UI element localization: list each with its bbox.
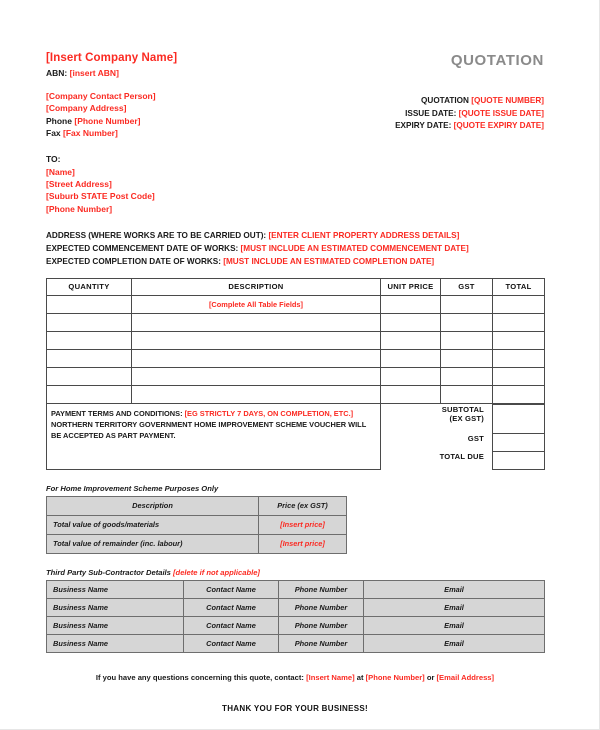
- table-row[interactable]: [47, 634, 545, 652]
- his-caption: For Home Improvement Scheme Purposes Only: [46, 483, 219, 493]
- total-due-label-cell: TOTAL DUE: [439, 452, 484, 462]
- table-row[interactable]: [47, 295, 545, 313]
- document-header: [46, 52, 544, 139]
- company-name: [Insert Company Name]: [46, 52, 178, 64]
- line-items-table: [46, 278, 545, 404]
- cell-description[interactable]: [132, 385, 381, 403]
- cell-description[interactable]: [132, 349, 381, 367]
- table-row[interactable]: [47, 515, 347, 534]
- cell-quantity[interactable]: [47, 349, 132, 367]
- recipient-phone: [Phone Number]: [46, 203, 113, 214]
- cell-unit-price[interactable]: [381, 331, 441, 349]
- works-commencement-label: EXPECTED COMMENCEMENT DATE OF WORKS:: [46, 244, 239, 254]
- his-col-price: Price (ex GST): [259, 496, 347, 515]
- cell-gst[interactable]: [441, 313, 493, 331]
- table-row[interactable]: [47, 385, 545, 403]
- sub-cell-contact[interactable]: Contact Name: [184, 616, 279, 634]
- company-fax-label: Fax: [46, 127, 61, 138]
- recipient-name: [Name]: [46, 166, 75, 177]
- sub-cell-email[interactable]: Email: [364, 634, 545, 652]
- sub-cell-business[interactable]: Business Name: [47, 598, 184, 616]
- items-table-header-row: [47, 278, 545, 295]
- issue-date-label: ISSUE DATE:: [405, 108, 457, 118]
- his-header-row: [47, 496, 347, 515]
- footer-contact-phone: [Phone Number]: [365, 672, 425, 682]
- home-improvement-scheme-table: [46, 496, 347, 554]
- his-cell-price[interactable]: [Insert price]: [259, 515, 347, 534]
- payment-terms-cell: [47, 404, 381, 469]
- sub-cell-business[interactable]: Business Name: [47, 580, 184, 598]
- gst-label-cell: GST: [467, 434, 484, 444]
- payment-terms-line3: BE ACCEPTED AS PART PAYMENT.: [51, 430, 176, 440]
- subcontractor-caption-text: Third Party Sub-Contractor Details: [46, 567, 171, 577]
- cell-unit-price[interactable]: [381, 313, 441, 331]
- total-due-value-cell[interactable]: [493, 451, 545, 469]
- company-phone-value: [Phone Number]: [74, 115, 141, 126]
- footer-thanks: THANK YOU FOR YOUR BUSINESS!: [222, 703, 368, 713]
- quotation-number-value: [QUOTE NUMBER]: [471, 96, 544, 105]
- quotation-meta-lines: [354, 95, 544, 133]
- table-row[interactable]: [47, 598, 545, 616]
- company-abn-line: [46, 68, 346, 78]
- sub-cell-contact[interactable]: Contact Name: [184, 598, 279, 616]
- company-fax-line: [46, 127, 346, 139]
- page-content: [46, 52, 544, 713]
- cell-quantity[interactable]: [47, 331, 132, 349]
- company-phone-label: Phone: [46, 115, 72, 126]
- expiry-date-label: EXPIRY DATE:: [395, 121, 452, 131]
- subtotal-sub-label: (EX GST): [449, 414, 484, 424]
- company-details-block: [46, 52, 346, 139]
- sub-cell-contact[interactable]: Contact Name: [184, 580, 279, 598]
- recipient-suburb: [Suburb STATE Post Code]: [46, 191, 155, 202]
- cell-description[interactable]: [132, 313, 381, 331]
- cell-unit-price[interactable]: [381, 367, 441, 385]
- company-fax-value: [Fax Number]: [63, 127, 118, 138]
- works-details-block: [46, 229, 544, 269]
- items-col-total: TOTAL: [493, 278, 545, 295]
- expiry-date-value: [QUOTE EXPIRY DATE]: [453, 121, 544, 131]
- abn-label: ABN:: [46, 68, 68, 78]
- table-row[interactable]: [47, 580, 545, 598]
- works-completion-value: [MUST INCLUDE AN ESTIMATED COMPLETION DATE]: [223, 257, 435, 267]
- quotation-number-line: [354, 95, 544, 108]
- recipient-block: [46, 153, 544, 215]
- cell-description[interactable]: [132, 367, 381, 385]
- sub-cell-phone[interactable]: Phone Number: [279, 616, 364, 634]
- sub-cell-contact[interactable]: Contact Name: [184, 634, 279, 652]
- company-contact-block: [46, 90, 346, 139]
- his-cell-description: Total value of remainder (inc. labour): [47, 534, 259, 553]
- abn-value: [insert ABN]: [69, 68, 119, 78]
- subcontractor-caption: [46, 568, 544, 577]
- cell-total[interactable]: [493, 367, 545, 385]
- company-contact-person: [Company Contact Person]: [46, 91, 156, 101]
- cell-quantity[interactable]: [47, 313, 132, 331]
- company-phone-line: [46, 115, 346, 127]
- recipient-to-label: TO:: [46, 154, 61, 165]
- sub-cell-phone[interactable]: Phone Number: [279, 634, 364, 652]
- company-address: [Company Address]: [46, 103, 127, 114]
- payment-terms-line1: [51, 409, 376, 420]
- table-row[interactable]: [47, 616, 545, 634]
- footer-question-prefix: If you have any questions concerning this quote, contact:: [95, 672, 304, 682]
- footer-or-word: or: [426, 672, 435, 682]
- terms-and-totals-table: [46, 404, 545, 470]
- cell-gst[interactable]: [441, 331, 493, 349]
- items-col-description: DESCRIPTION: [132, 278, 381, 295]
- cell-description[interactable]: [Complete All Table Fields]: [132, 295, 381, 313]
- sub-cell-email[interactable]: Email: [364, 598, 545, 616]
- payment-terms-value: [EG STRICTLY 7 DAYS, ON COMPLETION, ETC.]: [184, 409, 354, 419]
- cell-total[interactable]: [493, 385, 545, 403]
- cell-quantity[interactable]: [47, 367, 132, 385]
- quotation-number-label: QUOTATION: [421, 96, 469, 105]
- page-title: QUOTATION: [450, 52, 544, 69]
- table-row[interactable]: [47, 349, 545, 367]
- table-row[interactable]: [47, 331, 545, 349]
- cell-description[interactable]: [132, 331, 381, 349]
- subcontractor-table: [46, 580, 545, 653]
- cell-unit-price[interactable]: [381, 385, 441, 403]
- quotation-meta-block: [354, 52, 544, 133]
- items-col-gst: GST: [441, 278, 493, 295]
- payment-terms-line2: NORTHERN TERRITORY GOVERNMENT HOME IMPROVEMENT SCHEME VOUCHER WILL: [51, 419, 367, 429]
- his-cell-description: Total value of goods/materials: [47, 515, 259, 534]
- issue-date-value: [QUOTE ISSUE DATE]: [458, 108, 544, 118]
- his-col-description: Description: [47, 496, 259, 515]
- cell-unit-price[interactable]: [381, 349, 441, 367]
- cell-unit-price[interactable]: [381, 295, 441, 313]
- cell-gst[interactable]: [441, 295, 493, 313]
- recipient-street: [Street Address]: [46, 178, 112, 189]
- works-address-label: ADDRESS (WHERE WORKS ARE TO BE CARRIED OUT):: [46, 230, 267, 240]
- footer-contact-line: [46, 673, 544, 682]
- works-commencement-line: [46, 242, 544, 255]
- expiry-date-line: [354, 120, 544, 133]
- items-col-unit-price: UNIT PRICE: [381, 278, 441, 295]
- works-completion-line: [46, 255, 544, 268]
- payment-terms-label: PAYMENT TERMS AND CONDITIONS:: [51, 409, 183, 419]
- gst-value-cell[interactable]: [493, 433, 545, 451]
- subcontractor-caption-note: [delete if not applicable]: [173, 567, 260, 577]
- subtotal-label-cell: [381, 404, 493, 433]
- sub-cell-phone[interactable]: Phone Number: [279, 598, 364, 616]
- issue-date-line: [354, 108, 544, 121]
- footer-contact-name: [Insert Name]: [306, 672, 355, 682]
- terms-subtotal-row: [47, 404, 545, 433]
- sub-cell-business[interactable]: Business Name: [47, 616, 184, 634]
- his-cell-price[interactable]: [Insert price]: [259, 534, 347, 553]
- table-row[interactable]: [47, 534, 347, 553]
- works-completion-label: EXPECTED COMPLETION DATE OF WORKS:: [46, 257, 221, 267]
- cell-total[interactable]: [493, 295, 545, 313]
- table-row[interactable]: [47, 367, 545, 385]
- cell-total[interactable]: [493, 331, 545, 349]
- works-address-line: [46, 229, 544, 242]
- table-row[interactable]: [47, 313, 545, 331]
- subtotal-label: SUBTOTAL: [441, 405, 484, 415]
- cell-quantity[interactable]: [47, 295, 132, 313]
- cell-total[interactable]: [493, 349, 545, 367]
- footer-contact-email: [Email Address]: [436, 672, 495, 682]
- sub-cell-email[interactable]: Email: [364, 616, 545, 634]
- cell-total[interactable]: [493, 313, 545, 331]
- sub-cell-business[interactable]: Business Name: [47, 634, 184, 652]
- works-address-value: [ENTER CLIENT PROPERTY ADDRESS DETAILS]: [268, 230, 460, 240]
- cell-gst[interactable]: [441, 349, 493, 367]
- footer-at-word: at: [356, 672, 364, 682]
- cell-gst[interactable]: [441, 385, 493, 403]
- items-col-quantity: QUANTITY: [47, 278, 132, 295]
- cell-gst[interactable]: [441, 367, 493, 385]
- sub-cell-email[interactable]: Email: [364, 580, 545, 598]
- subtotal-value-cell[interactable]: [493, 404, 545, 433]
- cell-quantity[interactable]: [47, 385, 132, 403]
- sub-cell-phone[interactable]: Phone Number: [279, 580, 364, 598]
- works-commencement-value: [MUST INCLUDE AN ESTIMATED COMMENCEMENT DATE]: [240, 244, 469, 254]
